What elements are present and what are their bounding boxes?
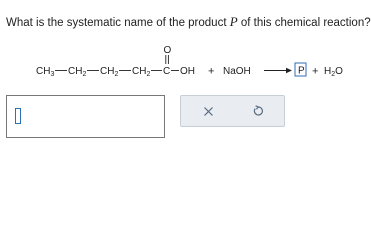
- plus-2: +: [312, 65, 319, 78]
- question-text: [6, 14, 371, 30]
- answer-input[interactable]: [6, 95, 165, 138]
- close-icon: [203, 106, 214, 117]
- arrow-head: [286, 68, 292, 73]
- reagent-naoh: NaOH: [223, 66, 251, 77]
- carbonyl-oxygen: O: [163, 45, 172, 56]
- plus-1: +: [208, 65, 215, 78]
- undo-button[interactable]: [233, 96, 283, 126]
- reaction-equation: [36, 44, 343, 84]
- question-suffix: of this chemical reaction?: [237, 17, 371, 29]
- input-cursor-box: [15, 108, 21, 124]
- question-prefix: What is the systematic name of the product: [6, 17, 230, 29]
- hydroxyl: OH: [180, 66, 195, 77]
- product-symbol: P: [229, 14, 238, 29]
- product-label: P: [298, 65, 305, 77]
- reactant-ch2-1: $CH_2$: [68, 66, 87, 78]
- reactant-ch2-2: $CH_2$: [100, 66, 119, 78]
- byproduct-h2o: $H_2O$: [324, 66, 343, 78]
- clear-button[interactable]: [183, 96, 233, 126]
- undo-icon: [252, 105, 264, 117]
- reactant-ch2-3: $CH_2$: [132, 66, 151, 78]
- action-panel: [180, 95, 285, 127]
- reactant-ch3: $CH_3$: [36, 66, 55, 78]
- carbonyl-carbon: C: [163, 66, 171, 77]
